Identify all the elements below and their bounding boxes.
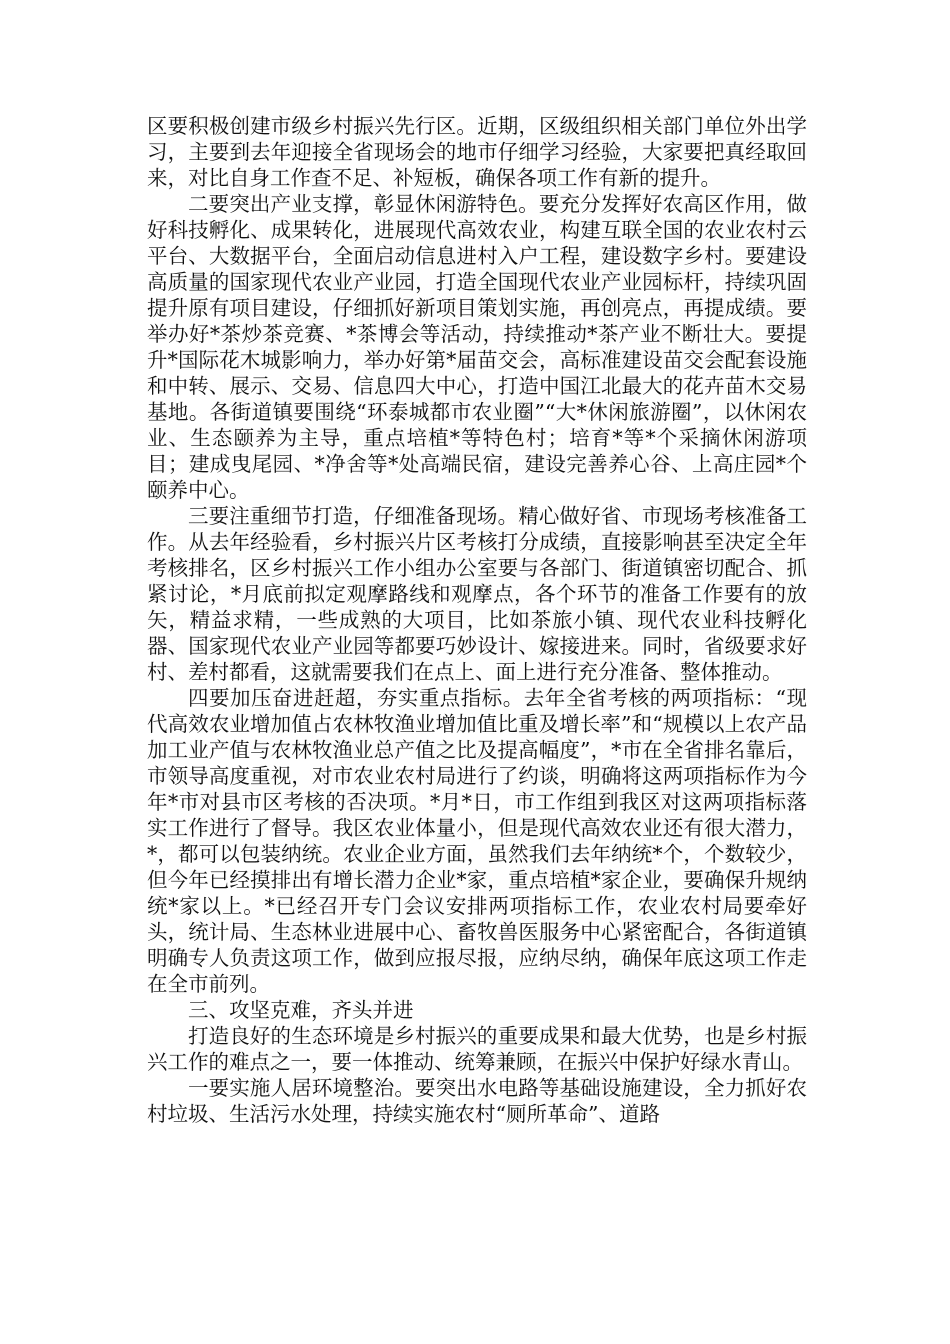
paragraph-continuation: 区要积极创建市级乡村振兴先行区。近期，区级组织相关部门单位外出学习，主要到去年迎接全省现场会的地市仔细学习经验，大家要把真经取回来，对比自身工作查不足、补短板，确保各项工作有新的提升。 xyxy=(147,114,807,190)
section-heading-3: 三、攻坚克难，齐头并进 xyxy=(188,998,414,1022)
paragraph-industry-support: 二要突出产业支撑，彰显休闲游特色。要充分发挥好农高区作用，做好科技孵化、成果转化，进展现代高效农业，构建互联全国的农业农村云平台、大数据平台，全面启动信息进村入户工程，建设数字乡村。要建设高质量的国家现代农业产业园，打造全国现代农业产业园标杆，持续巩固提升原有项目建设，仔细抓好新项目策划实施，再创亮点，再提成绩。要举办好*茶炒茶竞赛、*茶博会等活动，持续推动*茶产业不断壮大。要提升*国际花木城影响力，举办好第*届苗交会，高标准建设苗交会配套设施和中转、展示、交易、信息四大中心，打造中国江北最大的花卉苗木交易基地。各街道镇要围绕“环泰城都市农业圈”“大*休闲旅游圈”，以休闲农业、生态颐养为主导，重点培植*等特色村；培育*等*个采摘休闲游项目；建成曳尾园、*净舍等*处高端民宿，建设完善养心谷、上高庄园*个颐养中心。 xyxy=(147,192,807,502)
paragraph-living-environment: 一要实施人居环境整治。要突出水电路等基础设施建设，全力抓好农村垃圾、生活污水处理，持续实施农村“厕所革命”、道路 xyxy=(147,1076,807,1126)
paragraph-ecology-intro: 打造良好的生态环境是乡村振兴的重要成果和最大优势，也是乡村振兴工作的难点之一，要一体推动、统筹兼顾，在振兴中保护好绿水青山。 xyxy=(147,1024,807,1074)
paragraph-detail-preparation: 三要注重细节打造，仔细准备现场。精心做好省、市现场考核准备工作。从去年经验看，乡村振兴片区考核打分成绩，直接影响甚至决定全年考核排名，区乡村振兴工作小组办公室要与各部门、街道镇密切配合、抓紧讨论，*月底前拟定观摩路线和观摩点，各个环节的准备工作要有的放矢，精益求精，一些成熟的大项目，比如茶旅小镇、现代农业科技孵化器、国家现代农业产业园等都要巧妙设计、嫁接进来。同时，省级要求好村、差村都看，这就需要我们在点上、面上进行充分准备、整体推动。 xyxy=(147,504,807,684)
document-body xyxy=(147,113,807,1127)
paragraph-key-indicators: 四要加压奋进赶超，夯实重点指标。去年全省考核的两项指标：“现代高效农业增加值占农林牧渔业增加值比重及增长率”和“规模以上农产品加工业产值与农林牧渔业总产值之比及提高幅度”，*市在全省排名靠后，市领导高度重视，对市农业农村局进行了约谈，明确将这两项指标作为今年*市对县市区考核的否决项。*月*日，市工作组到我区对这两项指标落实工作进行了督导。我区农业体量小，但是现代高效农业还有很大潜力，*，都可以包装纳统。农业企业方面，虽然我们去年纳统*个，个数较少，但今年已经摸排出有增长潜力企业*家，重点培植*家企业，要确保升规纳统*家以上。*已经召开专门会议安排两项指标工作，农业农村局要牵好头，统计局、生态林业进展中心、畜牧兽医服务中心紧密配合，各街道镇明确专人负责这项工作，做到应报尽报，应纳尽纳，确保年底这项工作走在全市前列。 xyxy=(147,686,807,996)
